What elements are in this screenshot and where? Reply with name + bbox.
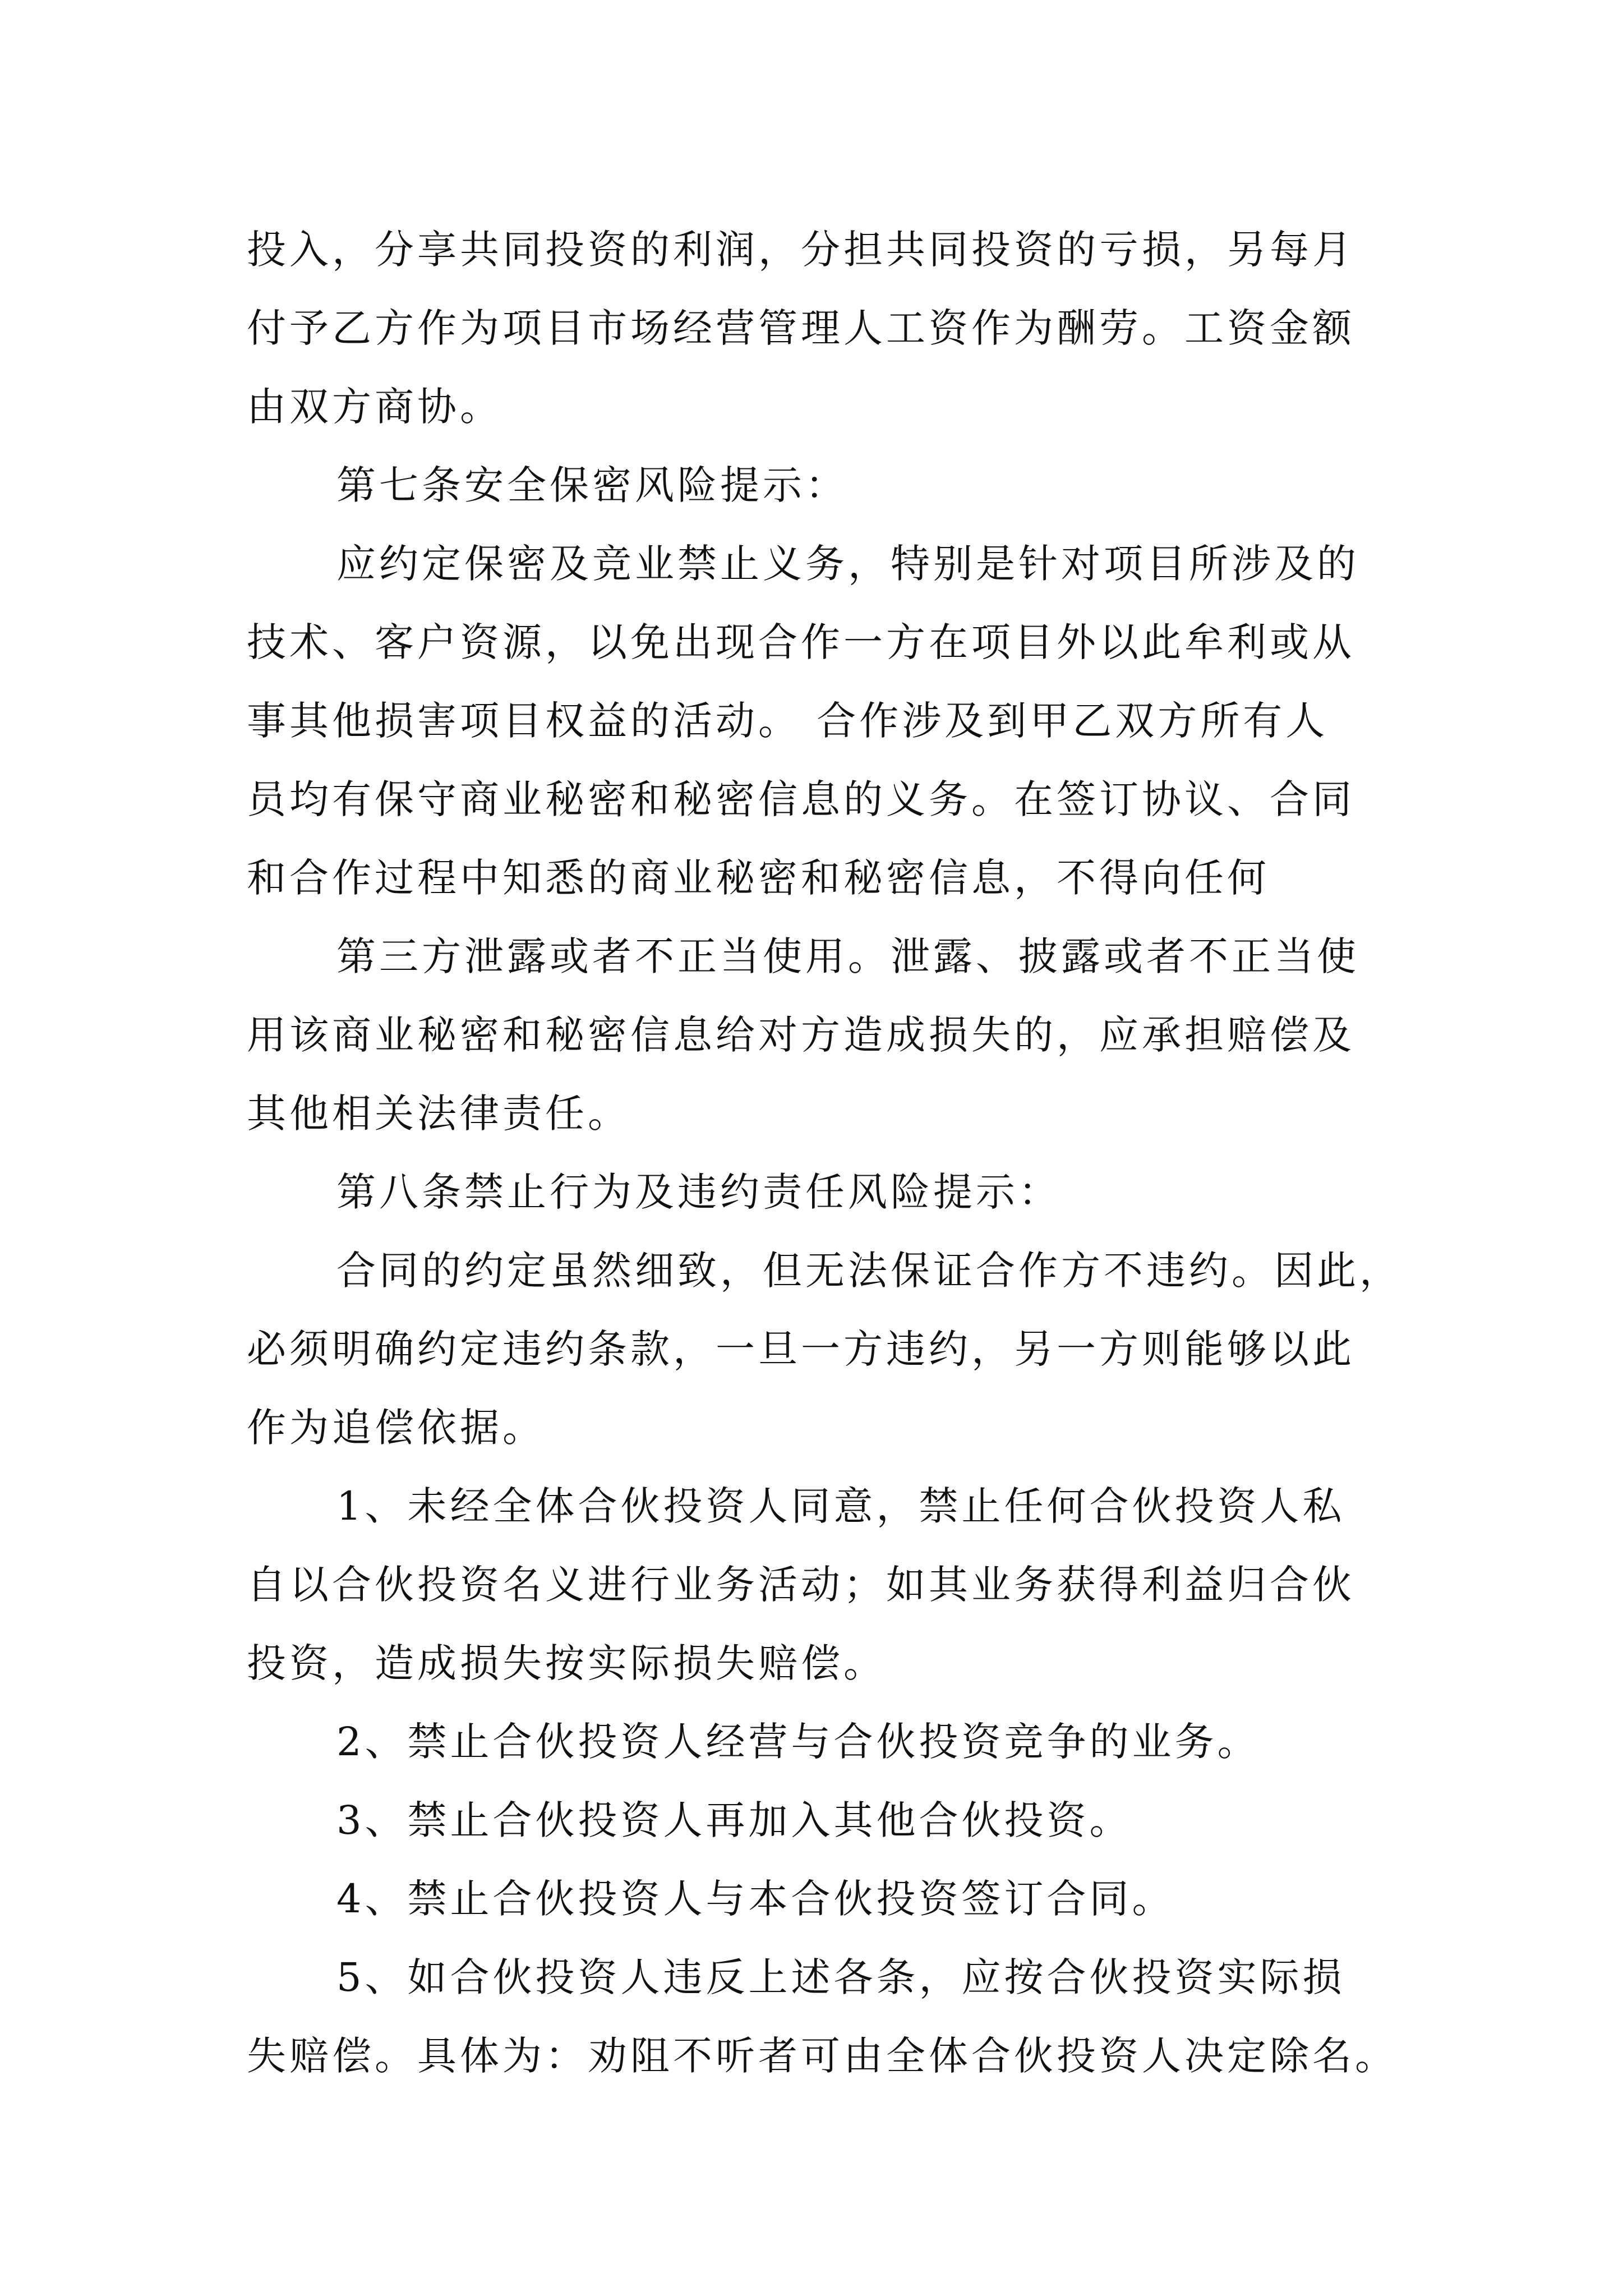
list-item: 3、禁止合伙投资人再加入其他合伙投资。 xyxy=(336,1797,1132,1843)
text-line: 投资，造成损失按实际损失赔偿。 xyxy=(247,1640,886,1686)
section-heading: 第七条安全保密风险提示： xyxy=(336,462,848,508)
text-line: 作为追偿依据。 xyxy=(247,1405,545,1451)
text-line: 员均有保守商业秘密和秘密信息的义务。在签订协议、合同 xyxy=(247,776,1355,822)
list-item: 5、如合伙投资人违反上述各条，应按合伙投资实际损 xyxy=(336,1954,1345,2000)
text-line: 失赔偿。具体为：劝阻不听者可由全体合伙投资人决定除名。 xyxy=(247,2033,1398,2079)
list-item: 2、禁止合伙投资人经营与合伙投资竞争的业务。 xyxy=(336,1719,1260,1765)
list-item: 4、禁止合伙投资人与本合伙投资签订合同。 xyxy=(336,1876,1175,1922)
text-line: 其他相关法律责任。 xyxy=(247,1091,630,1137)
text-line: 技术、客户资源，以免出现合作一方在项目外以此牟利或从 xyxy=(247,619,1355,665)
text-line: 投入，分享共同投资的利润，分担共同投资的亏损，另每月 xyxy=(247,227,1355,273)
text-line: 必须明确约定违约条款，一旦一方违约，另一方则能够以此 xyxy=(247,1326,1355,1372)
list-item: 1、未经全体合伙投资人同意，禁止任何合伙投资人私 xyxy=(336,1483,1345,1529)
text-line: 第三方泄露或者不正当使用。泄露、披露或者不正当使 xyxy=(336,933,1359,979)
text-line: 由双方商协。 xyxy=(247,384,502,430)
text-line: 和合作过程中知悉的商业秘密和秘密信息，不得向任何 xyxy=(247,855,1270,901)
text-line: 付予乙方作为项目市场经营管理人工资作为酬劳。工资金额 xyxy=(247,305,1355,351)
text-line: 合同的约定虽然细致，但无法保证合作方不违约。因此， xyxy=(336,1248,1402,1294)
text-line: 应约定保密及竞业禁止义务，特别是针对项目所涉及的 xyxy=(336,541,1359,587)
text-line: 事其他损害项目权益的活动。 合作涉及到甲乙双方所有人 xyxy=(247,698,1329,744)
text-line: 自以合伙投资名义进行业务活动；如其业务获得利益归合伙 xyxy=(247,1562,1355,1608)
section-heading: 第八条禁止行为及违约责任风险提示： xyxy=(336,1169,1061,1215)
text-line: 用该商业秘密和秘密信息给对方造成损失的，应承担赔偿及 xyxy=(247,1012,1355,1058)
